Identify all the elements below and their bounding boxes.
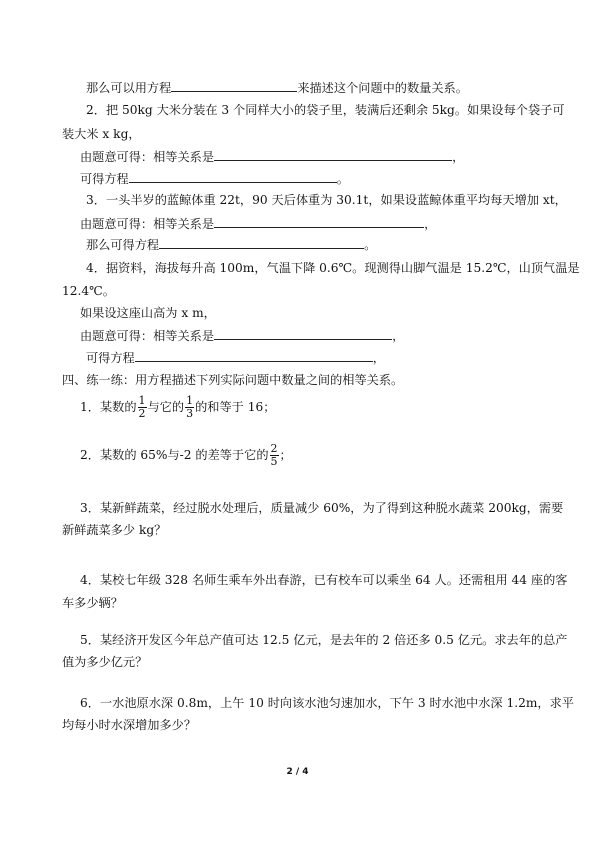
question-2-cont: 装大米 x kg， (62, 127, 141, 141)
fraction-denominator: 2 (138, 407, 146, 420)
answer-blank[interactable] (171, 79, 297, 92)
text: 。 (336, 172, 349, 186)
text: 那么可得方程 (86, 238, 160, 252)
fraction (138, 395, 147, 420)
text-line (80, 148, 464, 165)
question-2: 2．把 50kg 大米分装在 3 个同样大小的袋子里，装满后还剩余 5kg。如果设每个袋子可 (86, 103, 565, 117)
practice-4-cont: 车多少辆？ (62, 596, 123, 610)
text: 。 (364, 238, 377, 252)
question-3: 3．一头半岁的蓝鲸体重 22t，90 天后体重为 30.1t，如果设蓝鲸体重平均每天增加 xt， (86, 193, 567, 207)
fraction (185, 395, 194, 420)
answer-blank[interactable] (129, 170, 337, 183)
text-line (80, 215, 436, 232)
answer-blank[interactable] (135, 349, 373, 362)
text: ， (452, 150, 465, 164)
practice-6: 6．一水池原水深 0.8m，上午 10 时向该水池匀速加水，下午 3 时水池中水深 1.2m，求平 (80, 696, 574, 710)
text: ， (424, 217, 437, 231)
practice-4: 4．某校七年级 328 名师生乘车外出春游，已有校车可以乘坐 64 人。还需租用 44 座的客 (80, 573, 568, 587)
text: ， (392, 329, 405, 343)
text: 可得方程 (86, 351, 135, 365)
text: 由题意可得：相等关系是 (80, 217, 215, 231)
text: 那么可以用方程 (86, 81, 172, 95)
section-heading: 四、练一练：用方程描述下列实际问题中数量之间的相等关系。 (62, 373, 404, 387)
text: 2．某数的 65%与-2 的差等于它的 (80, 448, 269, 462)
answer-blank[interactable] (214, 327, 392, 340)
fraction-numerator: 1 (138, 394, 146, 407)
fraction-numerator: 2 (270, 442, 278, 455)
text: 1．某数的 (80, 400, 137, 414)
question-4-assume: 如果设这座山高为 x m， (80, 306, 216, 320)
answer-blank[interactable] (214, 148, 452, 161)
text: 的和等于 16； (195, 400, 276, 414)
question-4-cont: 12.4℃。 (62, 284, 115, 298)
practice-3-cont: 新鲜蔬菜多少 kg？ (62, 523, 167, 537)
practice-5-cont: 值为多少亿元？ (62, 655, 148, 669)
text-line (80, 170, 349, 187)
text-line (86, 79, 468, 96)
fraction-numerator: 1 (186, 394, 194, 407)
fraction (270, 443, 279, 468)
fraction-denominator: 3 (186, 407, 194, 420)
text-line (86, 349, 385, 366)
practice-1 (80, 390, 275, 424)
practice-6-cont: 均每小时水深增加多少？ (62, 718, 197, 732)
practice-2 (80, 438, 292, 472)
text: 与它的 (147, 400, 185, 414)
text: 由题意可得：相等关系是 (80, 150, 215, 164)
question-4: 4．据资料，海拔每升高 100m，气温下降 0.6℃。现测得山脚气温是 15.2℃，山顶气温是 (86, 261, 580, 275)
text: ； (279, 448, 292, 462)
text: 来描述这个问题中的数量关系。 (297, 81, 468, 95)
text: 由题意可得：相等关系是 (80, 329, 215, 343)
answer-blank[interactable] (159, 236, 364, 249)
text: 可得方程 (80, 172, 129, 186)
text-line (80, 327, 404, 344)
practice-3: 3．某新鲜蔬菜，经过脱水处理后，质量减少 60%，为了得到这种脱水蔬菜 200kg，需要 (80, 501, 564, 515)
fraction-denominator: 5 (270, 455, 278, 468)
text: ， (372, 351, 385, 365)
page-number: 2 / 4 (286, 767, 309, 777)
practice-5: 5．某经济开发区今年总产值可达 12.5 亿元，是去年的 2 倍还多 0.5 亿元。求去年的总产 (80, 633, 568, 647)
text-line (86, 236, 376, 253)
answer-blank[interactable] (214, 215, 424, 228)
